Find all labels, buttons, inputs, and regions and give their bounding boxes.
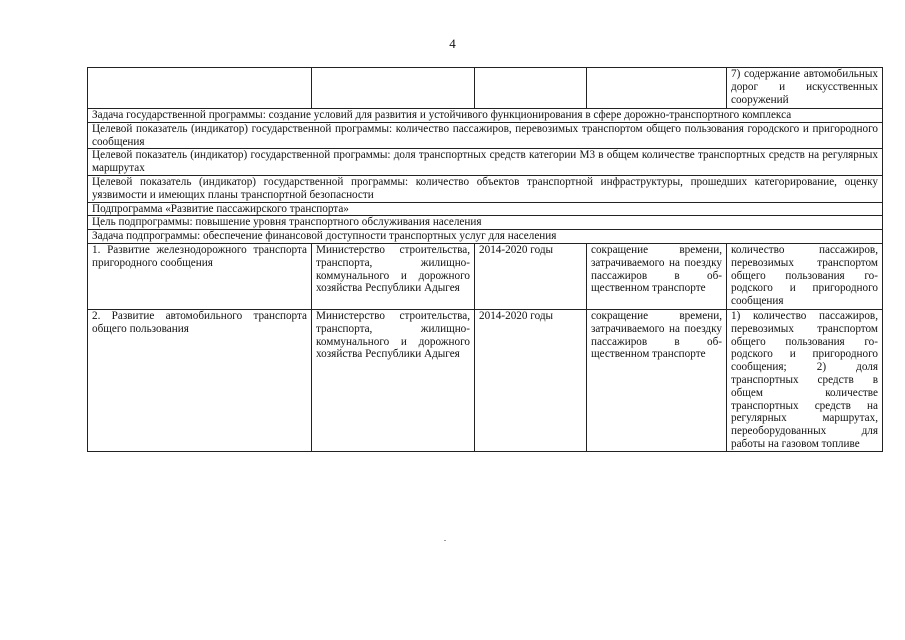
cell-empty xyxy=(312,68,475,109)
indicator-row xyxy=(88,122,883,149)
state-program-task-row xyxy=(88,109,883,123)
subprogram-title-row xyxy=(88,202,883,216)
cell-executor: Министерство строительства, транспорта, жилищно-коммунального и дорожного хозяйства Республики Адыгея xyxy=(312,243,475,309)
cell-indicator: 1) количество пассажиров, перевозимых транспортом общего пользования городского и пригородного сообщения; 2) доля транспортных средств в общем количестве транспортных средств на регулярных маршрутах, переоборудованных для работы на газовом топливе xyxy=(727,309,883,451)
cell-empty xyxy=(88,68,312,109)
state-program-task: Задача государственной программы: создание условий для развития и устойчивого функционирования в сфере дорожно-транспортного комплекса xyxy=(88,109,883,123)
program-table xyxy=(87,67,883,452)
table-row xyxy=(88,309,883,451)
cell-measure: 1. Развитие железнодорожного транспорта пригородного сообщения xyxy=(88,243,312,309)
indicator-row xyxy=(88,149,883,176)
continued-row xyxy=(88,68,883,109)
cell-executor: Министерство строительства, транспорта, жилищно-коммунального и дорожного хозяйства Республики Адыгея xyxy=(312,309,475,451)
subprogram-goal: Цель подпрограммы: повышение уровня транспортного обслуживания населения xyxy=(88,216,883,230)
subprogram-title: Подпрограмма «Развитие пассажирского транспорта» xyxy=(88,202,883,216)
cell-period: 2014-2020 годы xyxy=(475,309,587,451)
cell-measure: 2. Развитие автомобильного транспорта общего пользования xyxy=(88,309,312,451)
subprogram-task: Задача подпрограммы: обеспечение финансовой доступности транспортных услуг для населения xyxy=(88,230,883,244)
subprogram-goal-row xyxy=(88,216,883,230)
scan-speck xyxy=(444,540,446,541)
cell-empty xyxy=(475,68,587,109)
table-row xyxy=(88,243,883,309)
cell-result: сокращение времени, затрачиваемого на поездку пассажиров в общественном транспорте xyxy=(587,309,727,451)
cell-indicator: количество пассажиров, перевозимых транспортом общего пользования городского и пригородного сообщения xyxy=(727,243,883,309)
cell-result: сокращение времени, затрачиваемого на поездку пассажиров в общественном транспорте xyxy=(587,243,727,309)
indicator-row xyxy=(88,175,883,202)
page-number: 4 xyxy=(449,36,456,51)
state-indicator: Целевой показатель (индикатор) государственной программы: количество пассажиров, перевозимых транспортом общего пользования городского и пригородного сообщения xyxy=(88,122,883,149)
cell-empty xyxy=(587,68,727,109)
subprogram-task-row xyxy=(88,230,883,244)
state-indicator: Целевой показатель (индикатор) государственной программы: количество объектов транспортной инфраструктуры, прошедших категорирование, оценку уязвимости и имеющих планы транспортной безопасности xyxy=(88,175,883,202)
cell-indicator: 7) содержание автомобильных дорог и искусственных сооружений xyxy=(727,68,883,109)
cell-period: 2014-2020 годы xyxy=(475,243,587,309)
state-indicator: Целевой показатель (индикатор) государственной программы: доля транспортных средств категории М3 в общем количестве транспортных средств на регулярных маршрутах xyxy=(88,149,883,176)
